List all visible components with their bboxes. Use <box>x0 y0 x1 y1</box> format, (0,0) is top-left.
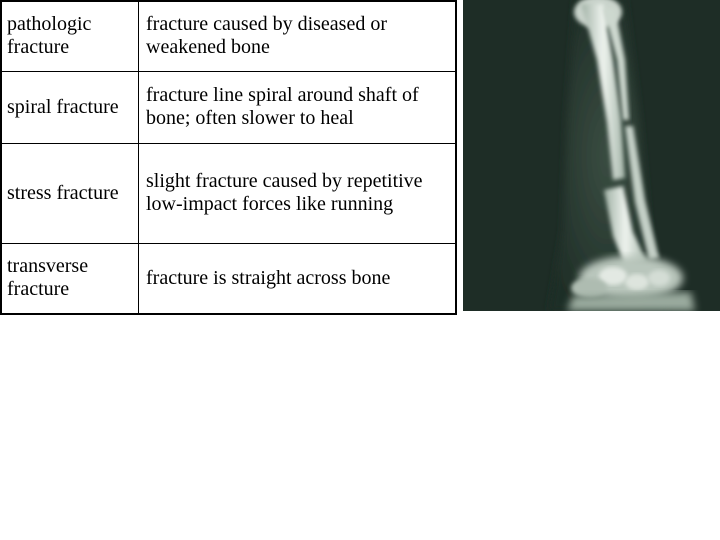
definition-cell: fracture caused by diseased or weakened bone <box>139 1 457 71</box>
carpal-bone <box>648 270 670 286</box>
table-row <box>1 1 456 71</box>
term-cell: pathologic fracture <box>1 1 139 71</box>
term-cell: transverse fracture <box>1 243 139 314</box>
table-row <box>1 143 456 243</box>
term-cell: stress fracture <box>1 143 139 243</box>
definition-cell: fracture line spiral around shaft of bone; often slower to heal <box>139 71 457 143</box>
fracture-types-table <box>0 0 457 315</box>
forearm-xray-image <box>463 0 720 311</box>
term-cell: spiral fracture <box>1 71 139 143</box>
definition-cell: fracture is straight across bone <box>139 243 457 314</box>
table-row <box>1 71 456 143</box>
table-row <box>1 243 456 314</box>
carpal-bone <box>571 278 607 298</box>
carpal-bone <box>625 274 649 290</box>
definition-cell: slight fracture caused by repetitive low-impact forces like running <box>139 143 457 243</box>
